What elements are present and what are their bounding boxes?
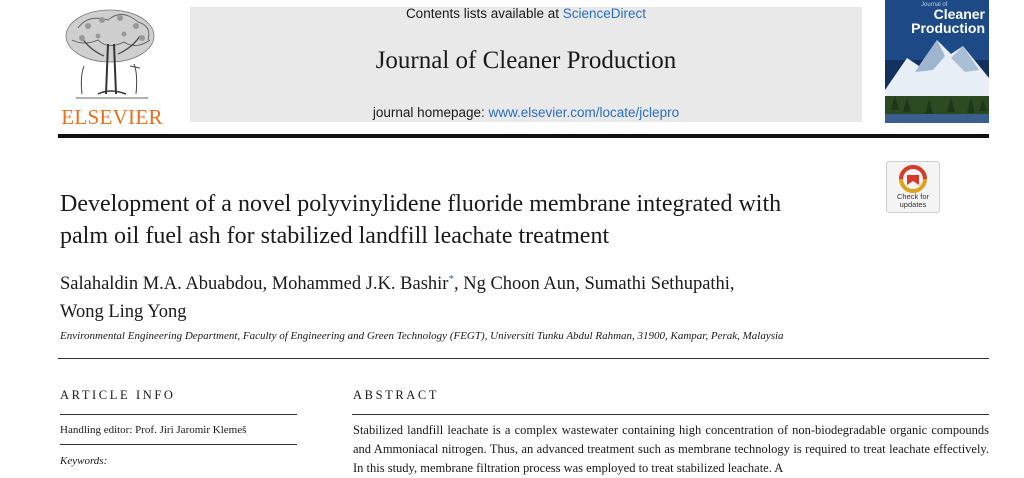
journal-homepage-link[interactable]: www.elsevier.com/locate/jclepro xyxy=(488,105,680,120)
check-updates-icon xyxy=(887,164,939,194)
authors-line1-b[interactable]: , Ng Choon Aun, Sumathi Sethupathi, xyxy=(453,274,735,295)
journal-header-band xyxy=(190,7,862,122)
publisher-logo-text: ELSEVIER xyxy=(61,105,163,129)
authors-line2[interactable]: Wong Ling Yong xyxy=(60,302,187,323)
check-updates-line2: updates xyxy=(899,200,927,209)
article-title-line2: palm oil fuel ash for stabilized landfill leachate treatment xyxy=(60,223,610,249)
authors-line1-a[interactable]: Salahaldin M.A. Abuabdou, Mohammed J.K. Bashir xyxy=(60,274,449,295)
handling-editor: Handling editor: Prof. Jiri Jaromir Klemeš xyxy=(60,424,247,436)
check-updates-line1: Check for xyxy=(896,192,930,201)
homepage-prefix: journal homepage: xyxy=(372,105,489,120)
abstract-heading: ABSTRACT xyxy=(353,388,440,402)
journal-homepage-line xyxy=(190,105,862,120)
cover-title-line1: Cleaner xyxy=(933,6,985,22)
check-updates-label xyxy=(887,193,939,209)
keywords-label: Keywords: xyxy=(60,455,108,467)
article-info-divider-top xyxy=(60,414,297,415)
corresponding-author-mark[interactable]: * xyxy=(448,273,454,285)
journal-cover-image[interactable] xyxy=(885,0,989,123)
elsevier-tree-icon xyxy=(58,6,166,104)
contents-prefix: Contents lists available at xyxy=(405,6,563,21)
cover-title-line2: Production xyxy=(911,20,985,36)
contents-available-line xyxy=(190,7,862,21)
cover-small-text: Journal of xyxy=(921,2,948,8)
author-affiliation: Environmental Engineering Department, Faculty of Engineering and Green Technology (FEGT), Universiti Tunku Abdul Rahman, 31900, Kampar, Perak, Malaysia xyxy=(60,330,784,342)
article-title-line1: Development of a novel polyvinylidene fluoride membrane integrated with xyxy=(60,191,782,217)
author-list xyxy=(60,265,860,326)
elsevier-logo[interactable] xyxy=(58,6,166,129)
authors-line1 xyxy=(60,265,860,298)
sciencedirect-link[interactable]: ScienceDirect xyxy=(562,6,647,21)
abstract-divider xyxy=(352,414,989,415)
check-for-updates-button[interactable] xyxy=(886,161,940,213)
cover-title xyxy=(905,7,985,35)
journal-title: Journal of Cleaner Production xyxy=(375,47,677,74)
header-divider xyxy=(58,134,989,138)
affiliation-divider xyxy=(58,358,989,359)
article-title xyxy=(60,188,880,252)
article-info-heading: ARTICLE INFO xyxy=(60,388,176,402)
abstract-text: Stabilized landfill leachate is a complex wastewater containing high concentration of non-biodegradable organic compounds and Ammoniacal nitrogen. Thus, an advanced treatment such as membrane technology is required to treat leachate effectively. In this study, membrane filtration process was employed to treat stabilized leachate. A xyxy=(353,423,989,475)
article-info-divider-bottom xyxy=(60,444,297,445)
